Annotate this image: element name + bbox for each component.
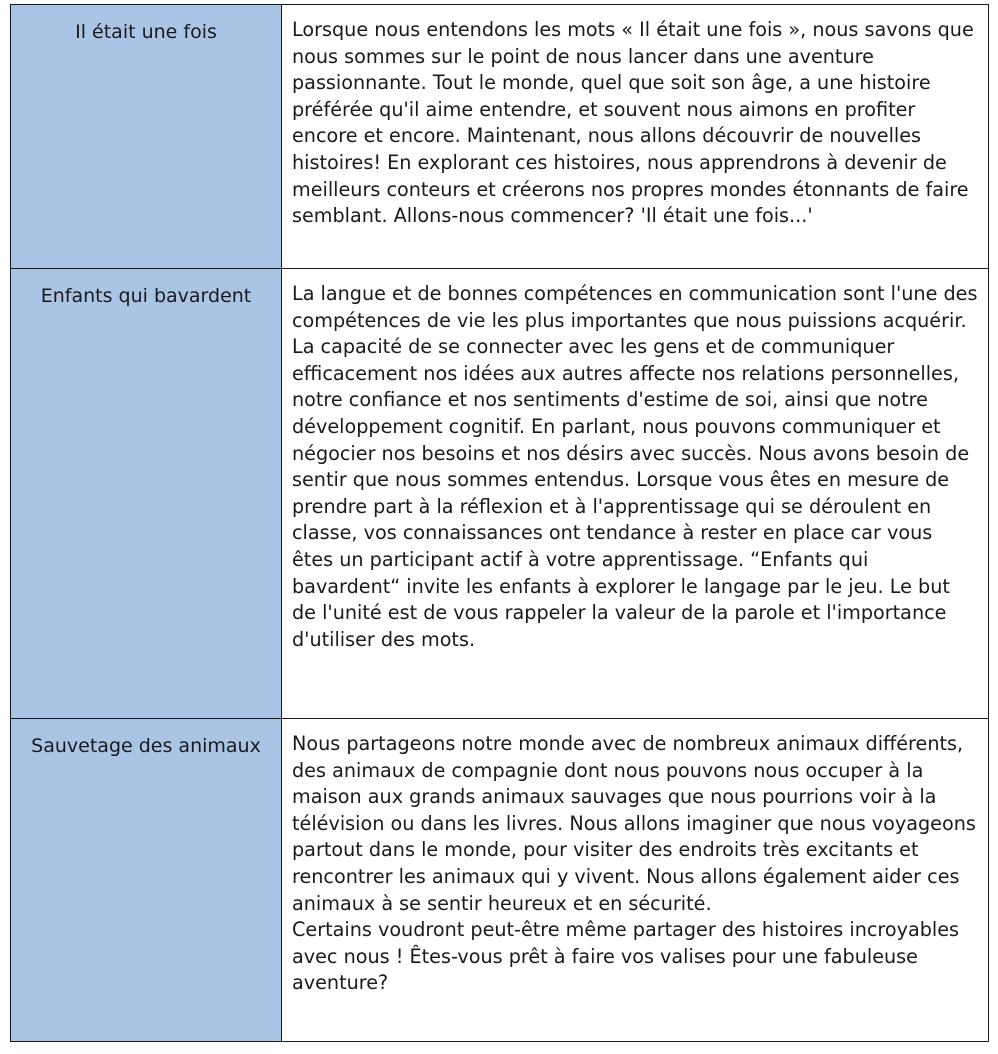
unit-name: Sauvetage des animaux (31, 735, 261, 757)
unit-description: La langue et de bonnes compétences en communication sont l'une des compétences de vie les plus importantes que nous puissions acquérir. La capacité de se connecter avec les gens et de communiquer efficacement nos idées aux autres affecte nos relations personnelles, notre confiance et nos sentiments d'estime de soi, ainsi que notre développement cognitif. En parlant, nous pouvons communiquer et négocier nos besoins et nos désirs avec succès. Nous avons besoin de sentir que nous sommes entendus. Lorsque vous êtes en mesure de prendre part à la réflexion et à l'apprentissage qui se déroulent en classe, vos connaissances ont tendance à rester en place car vous êtes un participant actif à votre apprentissage. “Enfants qui bavardent“ invite les enfants à explorer le langage par le jeu. Le but de l'unité est de vous rappeler la valeur de la parole et l'importance d'utiliser des mots. (292, 282, 978, 651)
unit-description-cell (282, 5, 989, 269)
table-row (11, 719, 989, 1042)
units-table (10, 4, 989, 1042)
unit-name-cell (11, 269, 282, 719)
unit-name: Il était une fois (75, 21, 217, 43)
unit-description-continued: Certains voudront peut-être même partager des histoires incroyables avec nous ! Êtes-vous prêt à faire vos valises pour une fabuleuse aventure? (292, 918, 960, 995)
table-row (11, 269, 989, 719)
unit-description-cell (282, 719, 989, 1042)
unit-description: Lorsque nous entendons les mots « Il était une fois », nous savons que nous sommes sur le point de nous lancer dans une aventure passionnante. Tout le monde, quel que soit son âge, a une histoire préférée qu'il aime entendre, et souvent nous aimons en profiter encore et encore. Maintenant, nous allons découvrir de nouvelles histoires! En explorant ces histoires, nous apprendrons à devenir de meilleurs conteurs et créerons nos propres mondes étonnants de faire semblant. Allons-nous commencer? 'Il était une fois...' (292, 18, 974, 228)
unit-description: Nous partageons notre monde avec de nombreux animaux différents, des animaux de compagnie dont nous pouvons nous occuper à la maison aux grands animaux sauvages que nous pourrions voir à la télévision ou dans les livres. Nous allons imaginer que nous voyageons partout dans le monde, pour visiter des endroits très excitants et rencontrer les animaux qui y vivent. Nous allons également aider ces animaux à se sentir heureux et en sécurité. (292, 732, 976, 915)
unit-name-cell (11, 719, 282, 1042)
unit-name-cell (11, 5, 282, 269)
unit-description-cell (282, 269, 989, 719)
unit-name: Enfants qui bavardent (40, 285, 252, 307)
table-row (11, 5, 989, 269)
